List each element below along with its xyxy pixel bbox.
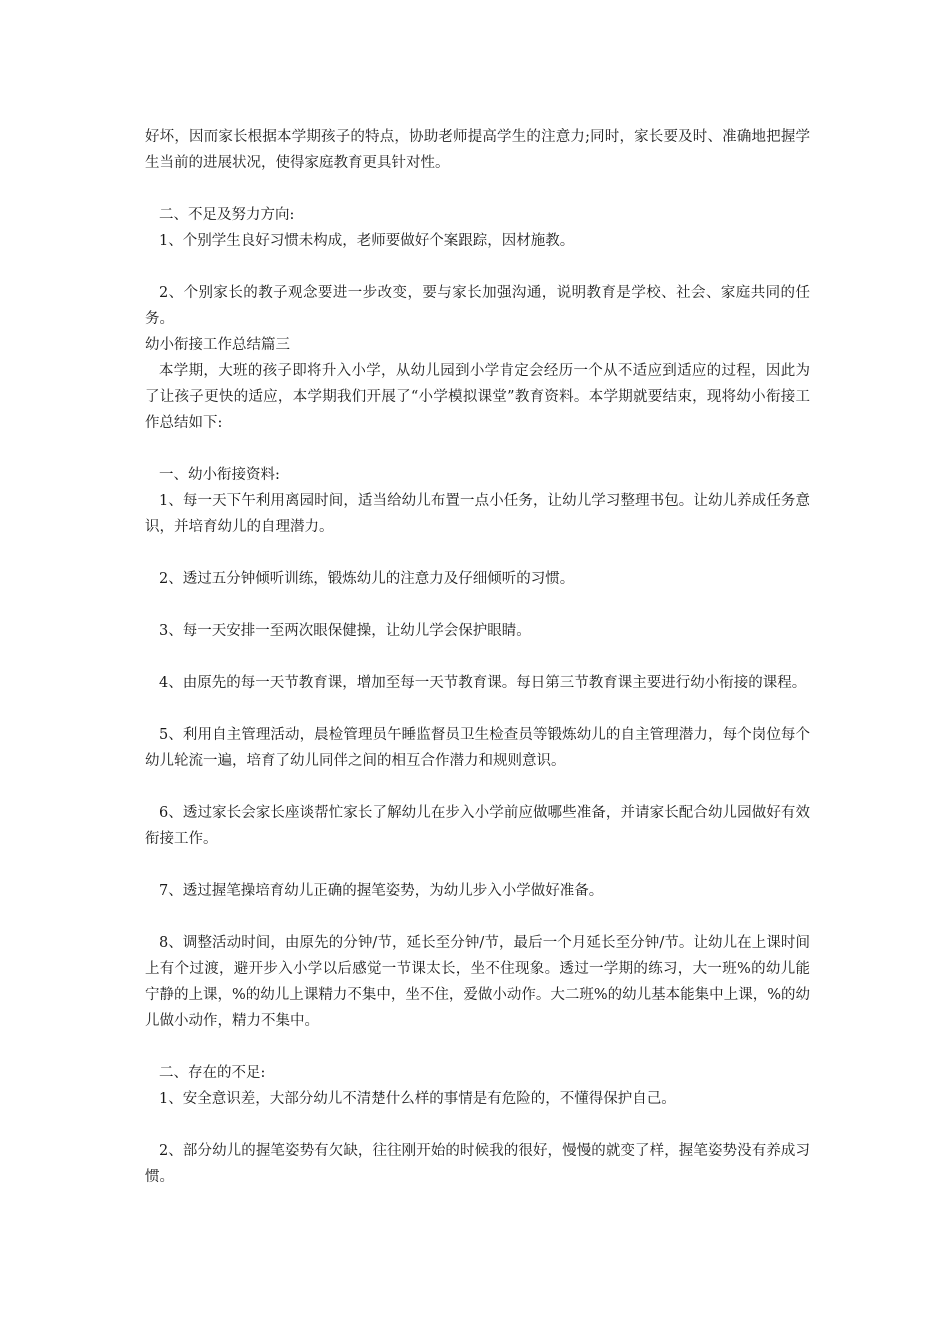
paragraph: 一、幼小衔接资料: [159,467,280,483]
paragraph: 二、存在的不足: [159,1065,266,1081]
paragraph-gap [145,592,810,618]
paragraph: 1、安全意识差，大部分幼儿不清楚什么样的事情是有危险的，不懂得保护自己。 [159,1091,676,1107]
paragraph: 4、由原先的每一天节教育课，增加至每一天节教育课。每日第三节教育课主要进行幼小衔接的课程。 [159,675,807,691]
paragraph-gap [145,540,810,566]
paragraph: 1、个别学生良好习惯未构成，老师要做好个案跟踪，因材施教。 [159,233,575,249]
paragraph-gap [145,176,810,202]
paragraph-gap [145,696,810,722]
paragraph: 幼小衔接工作总结篇三 [145,337,290,353]
document-body [145,124,810,1190]
paragraph-gap [145,852,810,878]
paragraph: 二、不足及努力方向: [159,207,295,223]
paragraph: 2、部分幼儿的握笔姿势有欠缺，往往刚开始的时候我的很好，慢慢的就变了样，握笔姿势没有养成习惯。 [145,1143,810,1185]
paragraph: 5、利用自主管理活动，晨检管理员午睡监督员卫生检查员等锻炼幼儿的自主管理潜力，每个岗位每个幼儿轮流一遍，培育了幼儿同伴之间的相互合作潜力和规则意识。 [145,727,810,769]
paragraph: 好坏，因而家长根据本学期孩子的特点，协助老师提高学生的注意力;同时，家长要及时、准确地把握学生当前的进展状况，使得家庭教育更具针对性。 [145,129,810,171]
paragraph: 3、每一天安排一至两次眼保健操，让幼儿学会保护眼睛。 [159,623,531,639]
paragraph: 2、透过五分钟倾听训练，锻炼幼儿的注意力及仔细倾听的习惯。 [159,571,575,587]
paragraph-gap [145,1034,810,1060]
paragraph-gap [145,644,810,670]
paragraph-gap [145,436,810,462]
paragraph: 6、透过家长会家长座谈帮忙家长了解幼儿在步入小学前应做哪些准备，并请家长配合幼儿园做好有效衔接工作。 [145,805,810,847]
paragraph: 本学期，大班的孩子即将升入小学，从幼儿园到小学肯定会经历一个从不适应到适应的过程，因此为了让孩子更快的适应，本学期我们开展了“小学模拟课堂”教育资料。本学期就要结束，现将幼小衔接工作总结如下: [145,363,810,431]
paragraph-gap [145,254,810,280]
paragraph-gap [145,774,810,800]
paragraph-gap [145,1112,810,1138]
paragraph-gap [145,904,810,930]
paragraph: 8、调整活动时间，由原先的分钟/节，延长至分钟/节，最后一个月延长至分钟/节。让幼儿在上课时间上有个过渡，避开步入小学以后感觉一节课太长，坐不住现象。透过一学期的练习，大一班%的幼儿能宁静的上课，%的幼儿上课精力不集中，坐不住，爱做小动作。大二班%的幼儿基本能集中上课，%的幼儿做小动作，精力不集中。 [145,935,810,1029]
paragraph: 2、个别家长的教子观念要进一步改变，要与家长加强沟通，说明教育是学校、社会、家庭共同的任务。 [145,285,810,327]
paragraph: 1、每一天下午利用离园时间，适当给幼儿布置一点小任务，让幼儿学习整理书包。让幼儿养成任务意识，并培育幼儿的自理潜力。 [145,493,810,535]
paragraph: 7、透过握笔操培育幼儿正确的握笔姿势，为幼儿步入小学做好准备。 [159,883,604,899]
